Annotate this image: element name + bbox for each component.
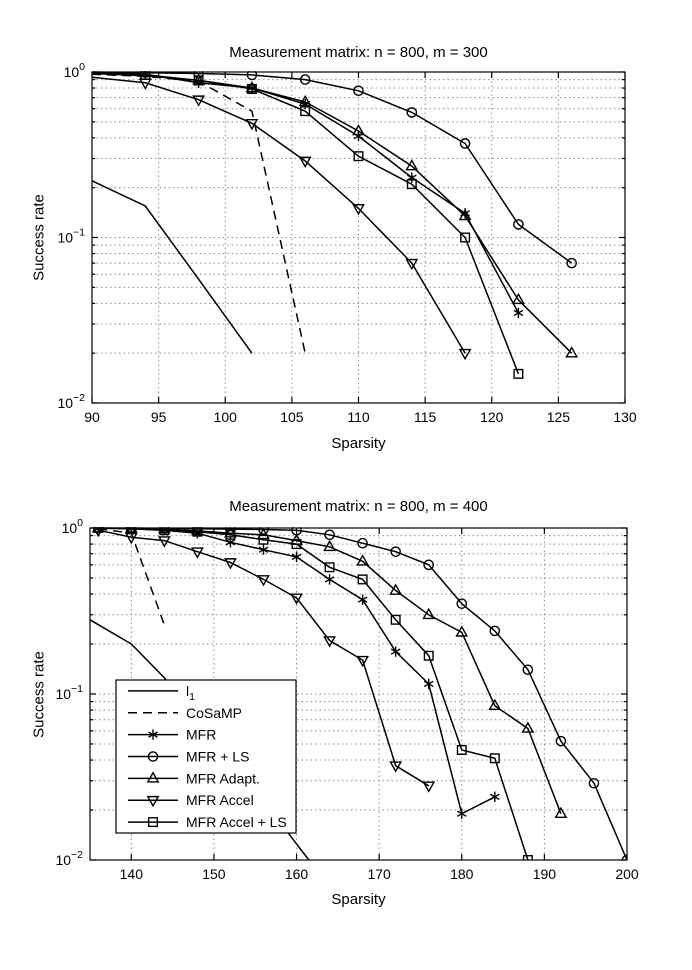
asterisk-marker — [514, 308, 523, 318]
series-mfr-adapt — [92, 70, 577, 357]
y-tick-label: $10^{-1}$ — [55, 683, 83, 702]
legend — [116, 680, 296, 833]
series-line — [92, 74, 305, 353]
x-tick-label: 95 — [150, 409, 167, 425]
triangle-down-marker — [225, 559, 235, 568]
triangle-up-marker — [424, 609, 434, 618]
bottom-chart-title: Measurement matrix: n = 800, m = 400 — [229, 498, 488, 515]
top-chart-title: Measurement matrix: n = 800, m = 300 — [229, 44, 488, 61]
x-tick-label: 140 — [119, 866, 143, 882]
triangle-down-marker — [258, 576, 268, 585]
x-tick-label: 200 — [615, 866, 639, 882]
top-chart-ylabel: Success rate — [30, 194, 48, 281]
series-mfr-accel-ls — [92, 71, 523, 379]
legend-label: MFR Accel — [186, 792, 254, 809]
legend-label: $l_1$ — [186, 682, 195, 703]
series-line — [92, 72, 572, 263]
x-tick-label: 170 — [367, 866, 391, 882]
triangle-down-marker — [460, 350, 470, 359]
grid — [92, 72, 625, 403]
x-tick-label: 100 — [213, 409, 237, 425]
x-tick-label: 160 — [284, 866, 309, 882]
legend-label: MFR Adapt. — [186, 770, 260, 787]
legend-label: MFR Accel + LS — [186, 814, 287, 831]
triangle-down-marker — [424, 782, 434, 791]
legend-label: MFR — [186, 726, 217, 743]
asterisk-marker — [325, 574, 334, 584]
legend-label: MFR + LS — [186, 748, 250, 765]
series-line — [92, 77, 465, 353]
x-tick-label: 190 — [532, 866, 557, 882]
chart-m300 — [57, 61, 636, 425]
series-line — [92, 181, 252, 353]
y-tick-label: $10^0$ — [63, 61, 85, 80]
x-tick-label: 90 — [84, 409, 100, 425]
asterisk-marker — [490, 792, 499, 802]
triangle-up-marker — [407, 161, 417, 170]
y-tick-label: $10^{-2}$ — [55, 849, 83, 868]
triangle-down-marker — [324, 637, 334, 646]
series-l1 — [92, 181, 252, 353]
x-tick-label: 105 — [280, 409, 304, 425]
series-mfr-accel — [92, 77, 470, 359]
bottom-chart-xlabel: Sparsity — [331, 891, 386, 908]
chart-m400 — [55, 517, 638, 882]
asterisk-marker — [407, 172, 416, 182]
bottom-chart-ylabel: Success rate — [30, 651, 48, 738]
y-tick-label: $10^0$ — [61, 517, 83, 536]
series-line — [92, 74, 572, 354]
x-tick-label: 130 — [613, 409, 637, 425]
y-tick-label: $10^{-1}$ — [57, 226, 85, 246]
y-tick-label: $10^{-2}$ — [57, 392, 85, 411]
x-tick-label: 115 — [413, 409, 437, 425]
series-line — [92, 74, 518, 374]
x-tick-label: 150 — [202, 866, 226, 882]
tick-labels — [57, 61, 636, 425]
series-cosamp — [92, 74, 305, 353]
x-tick-label: 180 — [450, 866, 474, 882]
x-tick-label: 120 — [480, 409, 504, 425]
legend-label: CoSaMP — [186, 704, 243, 721]
x-tick-label: 110 — [347, 409, 370, 425]
top-chart-xlabel: Sparsity — [331, 435, 386, 452]
x-tick-label: 125 — [546, 409, 571, 425]
triangle-up-marker — [457, 627, 467, 636]
